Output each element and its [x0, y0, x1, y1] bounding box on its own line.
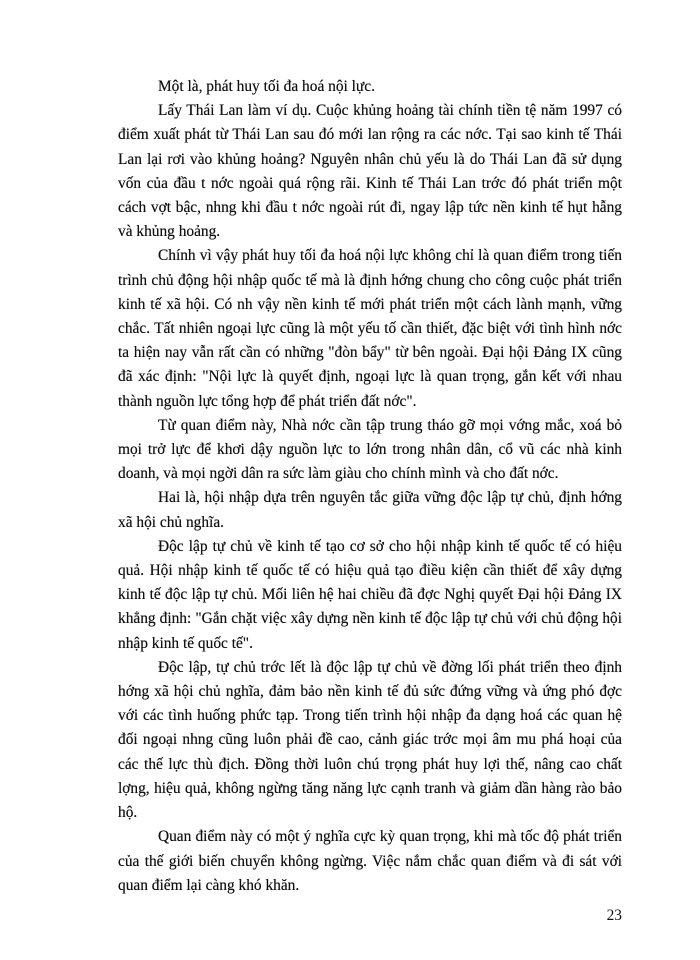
- paragraph-4: Từ quan điểm này, Nhà nớc cần tập trung tháo gỡ mọi vớng mắc, xoá bỏ mọi trở lực để khơi dậy nguồn lực to lớn trong nhân dân, cổ vũ các nhà kinh doanh, và mọi ngời dân ra sức làm giàu cho chính mình và cho đất nớc.: [118, 416, 622, 483]
- paragraph-3: Chính vì vậy phát huy tối đa hoá nội lực không chỉ là quan điểm trong tiến trình chủ động hội nhập quốc tế mà là định hớng chung cho công cuộc phát triển kinh tế xã hội. Có nh vậy nền kinh tế mới phát triển một cách lành mạnh, vững chắc. Tất nhiên ngoại lực cũng là một yếu tố cần thiết, đặc biệt với tình hình nớc ta hiện nay vẫn rất cần có những "đòn bẩy" từ bên ngoài. Đại hội Đảng IX cũng đã xác định: "Nội lực là quyết định, ngoại lực là quan trọng, gắn kết với nhau thành nguồn lực tổng hợp để phát triển đất nớc".: [118, 247, 622, 410]
- page-number: 23: [606, 907, 622, 924]
- body-text: [118, 75, 622, 898]
- paragraph-5: Hai là, hội nhập dựa trên nguyên tắc giữa vững độc lập tự chủ, định hớng xã hội chủ nghĩa.: [118, 489, 622, 531]
- paragraph-6: Độc lập tự chủ về kinh tế tạo cơ sở cho hội nhập kinh tế quốc tế có hiệu quả. Hội nhập kinh tế quốc tế có hiệu quả tạo điều kiện cần thiết để xây dựng kinh tế độc lập tự chủ. Mối liên hệ hai chiều đã đợc Nghị quyết Đại hội Đảng IX khẳng định: "Gắn chặt việc xây dựng nền kinh tế độc lập tự chủ với chủ động hội nhập kinh tế quốc tế".: [118, 537, 622, 652]
- paragraph-2: Lấy Thái Lan làm ví dụ. Cuộc khủng hoảng tài chính tiền tệ năm 1997 có điểm xuất phát từ Thái Lan sau đó mới lan rộng ra các nớc. Tại sao kinh tế Thái Lan lại rơi vào khủng hoảng? Nguyên nhân chủ yếu là do Thái Lan đã sử dụng vốn của đầu t nớc ngoài quá rộng rãi. Kinh tế Thái Lan trớc đó phát triển một cách vợt bậc, nhng khi đầu t nớc ngoài rút đi, ngay lập tức nền kinh tế hụt hẫng và khủng hoảng.: [118, 102, 622, 241]
- paragraph-7: Độc lập, tự chủ trớc lết là độc lập tự chủ về đờng lối phát triển theo định hớng xã hội chủ nghĩa, đảm bảo nền kinh tế đủ sức đứng vững và ứng phó đợc với các tình huống phức tạp. Trong tiến trình hội nhập đa dạng hoá các quan hệ đối ngoại nhng cũng luôn phải đề cao, cảnh giác trớc mọi âm mu phá hoại của các thế lực thù địch. Đồng thời luôn chú trọng phát huy lợi thế, nâng cao chất lợng, hiệu quả, không ngừng tăng năng lực cạnh tranh và giảm dần hàng rào bảo hộ.: [118, 658, 622, 822]
- paragraph-1: Một là, phát huy tối đa hoá nội lực.: [158, 78, 375, 95]
- paragraph-8: Quan điểm này có một ý nghĩa cực kỳ quan trọng, khi mà tốc độ phát triển của thế giới biến chuyển không ngừng. Việc nắm chắc quan điểm và đi sát với quan điểm lại càng khó khăn.: [118, 828, 622, 894]
